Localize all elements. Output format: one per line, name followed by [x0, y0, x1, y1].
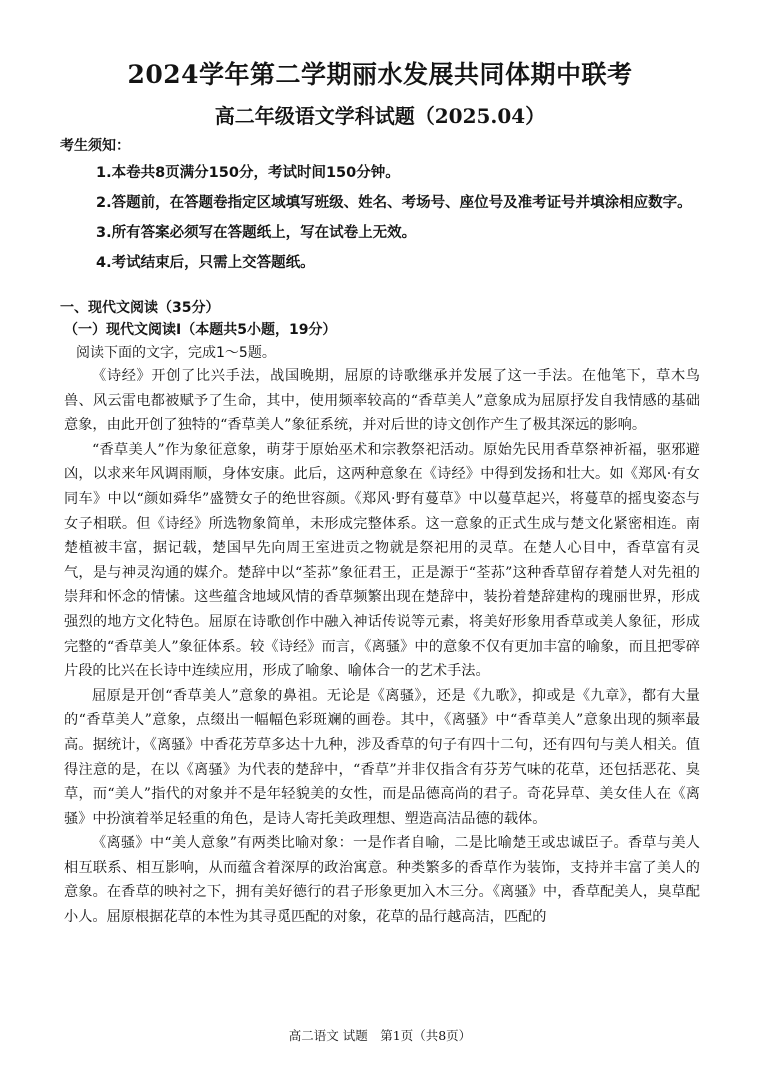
exam-title: 2024学年第二学期丽水发展共同体期中联考 — [127, 60, 633, 89]
section-heading: 一、现代文阅读（35分） — [60, 300, 220, 316]
reading-instruction: 阅读下面的文字，完成1～5题。 — [76, 345, 276, 361]
page-footer: 高二语文 试题 第1页（共8页） — [288, 1028, 472, 1043]
exam-subtitle: 高二年级语文学科试题（2025.04） — [214, 104, 546, 128]
subsection-heading: （一）现代文阅读Ⅰ（本题共5小题，19分） — [64, 322, 337, 338]
passage-paragraph: 《离骚》中“美人意象”有两类比喻对象：一是作者自喻，二是比喻楚王或忠诚臣子。香草与美人相互联系、相互影响，从而蕴含着深厚的政治寓意。种类繁多的香草作为装饰，支持并丰富了美人的意象。在香草的映衬之下，拥有美好德行的君子形象更加入木三分。《离骚》中，香草配美人，臭草配小人。屈原根据花草的本性为其寻觅匹配的对象，花草的品行越高洁，匹配的 — [64, 835, 700, 926]
passage-paragraph: 《诗经》开创了比兴手法，战国晚期，屈原的诗歌继承并发展了这一手法。在他笔下，草木鸟兽、风云雷电都被赋予了生命，其中，使用频率较高的“香草美人”意象成为屈原抒发自我情感的基础意象，由此开创了独特的“香草美人”象征系统，并对后世的诗文创作产生了极其深远的影响。 — [64, 368, 700, 434]
passage-paragraph: “香草美人”作为象征意象，萌芽于原始巫术和宗教祭祀活动。原始先民用香草祭神祈福，驱邪避凶，以求来年风调雨顺，身体安康。此后，这两种意象在《诗经》中得到发扬和壮大。如《郑风·有女同车》中以“颜如舜华”盛赞女子的绝世容颜。《郑风·野有蔓草》中以蔓草起兴，将蔓草的摇曳姿态与女子相联。但《诗经》所选物象简单，未形成完整体系。这一意象的正式生成与楚文化紧密相连。南楚植被丰富，据记载，楚国早先向周王室进贡之物就是祭祀用的灵草。在楚人心目中，香草富有灵气，是与神灵沟通的媒介。楚辞中以“荃荪”象征君王，正是源于“荃荪”这种香草留存着楚人对先祖的崇拜和怀念的情愫。这些蕴含地域风情的香草频繁出现在楚辞中，装扮着楚辞建构的瑰丽世界，形成强烈的地方文化特色。屈原在诗歌创作中融入神话传说等元素，将美好形象用香草或美人象征，形成完整的“香草美人”象征体系。较《诗经》而言，《离骚》中的意象不仅有更加丰富的喻象，而且把零碎片段的比兴在长诗中连续应用，形成了喻象、喻体合一的艺术手法。 — [64, 441, 700, 680]
passage-paragraph: 屈原是开创“香草美人”意象的鼻祖。无论是《离骚》，还是《九歌》，抑或是《九章》，都有大量的“香草美人”意象，点缀出一幅幅色彩斑斓的画卷。其中，《离骚》中“香草美人”意象出现的频率最高。据统计，《离骚》中香花芳草多达十九种，涉及香草的句子有四十二句，还有四句与美人相关。值得注意的是，在以《离骚》为代表的楚辞中，“香草”并非仅指含有芬芳气味的花草，还包括恶花、臭草，而“美人”指代的对象并不是年轻貌美的女性，而是品德高尚的君子。奇花异草、美女佳人在《离骚》中扮演着举足轻重的角色，是诗人寄托美政理想、塑造高洁品德的载体。 — [64, 687, 700, 827]
notice-list — [60, 160, 712, 280]
reading-passage — [64, 364, 700, 930]
notice-item: 2.答题前，在答题卷指定区域填写班级、姓名、考场号、座位号及准考证号并填涂相应数字。 — [96, 195, 692, 211]
notice-heading: 考生须知： — [60, 138, 130, 154]
notice-item: 4.考试结束后，只需上交答题纸。 — [96, 255, 315, 271]
notice-item: 3.所有答案必须写在答题纸上，写在试卷上无效。 — [96, 225, 417, 241]
notice-item: 1.本卷共8页满分150分，考试时间150分钟。 — [96, 165, 400, 181]
